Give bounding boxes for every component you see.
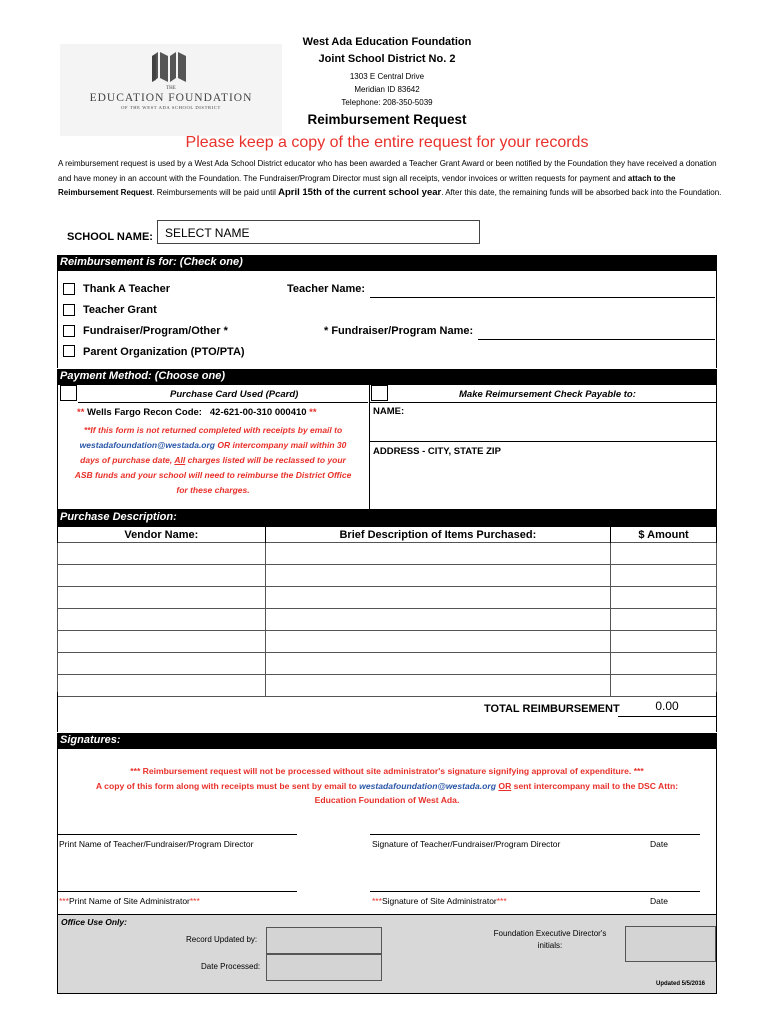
updated-date: Updated 5/5/2016 (656, 981, 706, 987)
check-payable-checkbox[interactable] (371, 385, 388, 401)
teacher-name-field[interactable] (370, 297, 715, 298)
name-address-divider (370, 441, 716, 442)
thank-a-teacher-label: Thank A Teacher (83, 283, 171, 295)
table-row (58, 565, 717, 587)
teacher-date-label: Date (650, 839, 668, 849)
pcard-warning-line5: for these charges. (176, 485, 250, 495)
program-name-field[interactable] (478, 339, 715, 340)
amount-cell[interactable] (611, 609, 717, 631)
table-row (58, 543, 717, 565)
sign-admin-stars: *** (372, 896, 382, 906)
exec-initials-line1: Foundation Executive Director's (493, 929, 607, 938)
form-title: Reimbursement Request (307, 112, 467, 127)
date-processed-field[interactable] (266, 954, 382, 981)
pcard-warning (58, 423, 368, 498)
print-admin-text: Print Name of Site Administrator (68, 896, 190, 906)
foundation-logo (60, 44, 282, 136)
payment-divider (369, 385, 370, 510)
signature-warning-or: OR (498, 780, 512, 791)
amount-cell[interactable] (611, 543, 717, 565)
amount-cell[interactable] (611, 565, 717, 587)
vendor-cell[interactable] (58, 609, 266, 631)
description-cell[interactable] (265, 565, 610, 587)
table-row (58, 631, 717, 653)
district-name: Joint School District No. 2 (318, 53, 456, 65)
teacher-grant-checkbox[interactable] (63, 304, 75, 316)
print-teacher-label: Print Name of Teacher/Fundraiser/Program Director (59, 839, 254, 849)
fundraiser-label: Fundraiser/Program/Other * (83, 325, 228, 337)
print-admin-stars-end: *** (189, 896, 200, 906)
pcard-checkbox[interactable] (60, 385, 77, 401)
office-use-title: Office Use Only: (61, 917, 127, 927)
signature-warning-line1: *** Reimbursement request will not be processed without site administrator's signature signifying approval of expenditure. *** (130, 766, 644, 776)
vendor-column-header: Vendor Name: (58, 527, 266, 543)
payee-address-field[interactable] (372, 460, 714, 508)
payee-address-label: ADDRESS - CITY, STATE ZIP (373, 446, 501, 457)
signature-warning-line3: Education Foundation of West Ada. (314, 795, 460, 805)
vendor-cell[interactable] (58, 543, 266, 565)
program-name-label: * Fundraiser/Program Name: (324, 325, 474, 337)
intro-text-2: . Reimbursements will be paid until (152, 188, 279, 198)
description-cell[interactable] (265, 631, 610, 653)
teacher-grant-label: Teacher Grant (83, 304, 157, 316)
exec-initials-line2: initials: (537, 941, 563, 950)
amount-column-header: $ Amount (611, 527, 717, 543)
pcard-warning-line1: **If this form is not returned completed with receipts by email to (83, 425, 343, 435)
reimbursement-for-bar: Reimbursement is for: (Check one) (57, 255, 717, 271)
print-admin-stars: *** (59, 896, 69, 906)
signature-warning-line2a: A copy of this form along with receipts must be sent by email to (95, 780, 360, 791)
table-row (58, 609, 717, 631)
print-admin-label (59, 896, 200, 906)
pcard-warning-line2 (58, 438, 368, 453)
vendor-cell[interactable] (58, 631, 266, 653)
pcard-label: Purchase Card Used (Pcard) (170, 389, 299, 400)
date-processed-label: Date Processed: (201, 962, 261, 971)
admin-date-label: Date (650, 896, 668, 906)
intro-deadline: April 15th of the current school year (278, 187, 442, 199)
school-name-select[interactable]: SELECT NAME (157, 220, 480, 244)
payee-name-label: NAME: (373, 406, 405, 417)
school-name-label: SCHOOL NAME: (67, 231, 153, 243)
logo-text: EDUCATION FOUNDATION (89, 92, 253, 104)
description-cell[interactable] (265, 543, 610, 565)
logo-the: THE (166, 86, 176, 91)
pcard-warning-email: westadafoundation@westada.org (79, 440, 216, 450)
purchase-table (57, 526, 717, 697)
signature-warning (58, 764, 716, 808)
pcard-rule (78, 402, 368, 403)
sign-teacher-label: Signature of Teacher/Fundraiser/Program Director (372, 839, 561, 849)
print-admin-line[interactable] (58, 891, 297, 892)
description-cell[interactable] (265, 587, 610, 609)
vendor-cell[interactable] (58, 587, 266, 609)
recon-prefix: ** (77, 407, 88, 418)
signature-warning-email: westadafoundation@westada.org (359, 780, 496, 791)
record-updated-label: Record Updated by: (186, 935, 258, 944)
org-city: Meridian ID 83642 (354, 85, 420, 94)
signature-warning-line2b: sent intercompany mail to the DSC Attn: (511, 780, 679, 791)
amount-cell[interactable] (611, 631, 717, 653)
sign-admin-text: Signature of Site Administrator (381, 896, 497, 906)
org-address: 1303 E Central Drive (349, 72, 425, 81)
description-column-header: Brief Description of Items Purchased: (265, 527, 610, 543)
amount-cell[interactable] (611, 587, 717, 609)
payment-method-bar: Payment Method: (Choose one) (57, 369, 717, 385)
total-reimbursement-value: 0.00 (618, 697, 716, 717)
amount-cell[interactable] (611, 653, 717, 675)
check-payable-label: Make Reimursement Check Payable to: (459, 389, 636, 400)
description-cell[interactable] (265, 653, 610, 675)
signatures-bar: Signatures: (57, 733, 717, 749)
recon-suffix: ** (306, 407, 317, 418)
org-telephone: Telephone: 208-350-5039 (341, 98, 433, 107)
logo-subtext: OF THE WEST ADA SCHOOL DISTRICT (121, 105, 221, 110)
check-payable-rule (370, 402, 716, 403)
pcard-warning-line4: ASB funds and your school will need to reimburse the District Office (74, 470, 352, 480)
recon-label: Wells Fargo Recon Code: (87, 407, 202, 418)
vendor-cell[interactable] (58, 653, 266, 675)
parent-organization-label: Parent Organization (PTO/PTA) (83, 346, 245, 358)
intro-paragraph (58, 157, 722, 201)
parent-organization-checkbox[interactable] (63, 345, 75, 357)
sign-admin-stars-end: *** (496, 896, 507, 906)
recon-code: 42-621-00-310 000410 (209, 407, 307, 418)
office-use-section (57, 914, 717, 994)
fundraiser-checkbox[interactable] (63, 325, 75, 337)
signature-warning-line2 (58, 779, 716, 794)
print-teacher-line[interactable] (58, 834, 297, 835)
pcard-warning-all: All (174, 455, 186, 465)
sign-admin-label (372, 896, 507, 906)
description-cell[interactable] (265, 609, 610, 631)
sign-teacher-line[interactable] (370, 834, 700, 835)
sign-admin-line[interactable] (370, 891, 700, 892)
exec-initials-field[interactable] (625, 926, 716, 962)
pcard-warning-line2-text: OR intercompany mail within 30 (215, 440, 347, 450)
intro-text-3: . After this date, the remaining funds will be absorbed back into the Foundation. (441, 188, 722, 198)
total-reimbursement-label: TOTAL REIMBURSEMENT (484, 703, 620, 715)
thank-a-teacher-checkbox[interactable] (63, 283, 75, 295)
payee-name-field[interactable] (372, 418, 714, 440)
intro-text-1: A reimbursement request is used by a West Ada School District educator who has been awarded a Teacher Grant Award or been notified by the Foundation they have received a donation and have money in an account with the Foundation. The Fundraiser/Program Director must sign all receipts, vendor invoices or written requests for payment and (58, 159, 717, 183)
recon-code-line (77, 407, 317, 418)
exec-initials-label (470, 928, 630, 952)
purchase-table-wrapper (57, 526, 717, 697)
purchase-header-row (58, 527, 717, 543)
org-name: West Ada Education Foundation (302, 36, 472, 48)
pcard-warning-line3a: days of purchase date, (80, 455, 175, 465)
record-updated-field[interactable] (266, 927, 382, 954)
teacher-name-label: Teacher Name: (287, 283, 366, 295)
table-row (58, 587, 717, 609)
pcard-warning-line3 (58, 453, 368, 468)
keep-copy-notice: Please keep a copy of the entire request for your records (185, 134, 589, 151)
vendor-cell[interactable] (58, 565, 266, 587)
pcard-warning-line3b: charges listed will be reclassed to your (185, 455, 346, 465)
purchase-description-bar: Purchase Description: (57, 510, 717, 526)
intro-attach-text: attach to the Reimbursement Request (58, 173, 676, 198)
table-row (58, 653, 717, 675)
